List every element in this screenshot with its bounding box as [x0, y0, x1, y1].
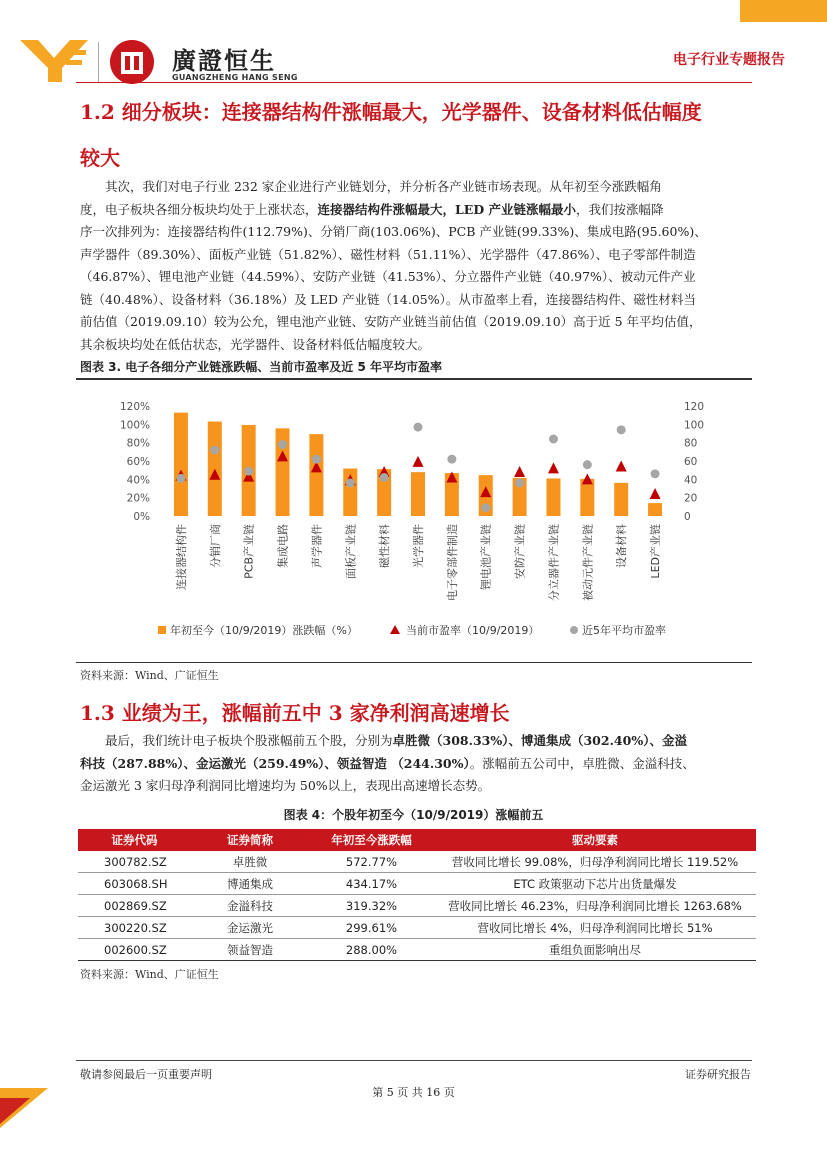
left-tick-label: 120% [119, 401, 150, 413]
change-cell: 434.17% [309, 873, 434, 895]
corner-decoration-icon [0, 1088, 48, 1128]
figure-rule-top [76, 378, 752, 380]
pe-5yr-avg-marker [346, 479, 355, 488]
brand-seal-icon [110, 40, 154, 84]
column-header: 证券简称 [191, 829, 309, 851]
paragraph-line: 金运激光 3 家归母净利润同比增速均为 50%以上，表现出高速增长态势。 [80, 778, 491, 793]
paragraph-line: 科技（287.88%）、金运激光（259.49%）、领益智造 （244.30%）。涨幅前五公司中，卓胜微、金溢科技、 [80, 755, 695, 771]
paragraph-line: 最后，我们统计电子板块个股涨幅前五个股，分别为卓胜微（308.33%）、博通集成（302.40%）、金溢 [80, 733, 687, 748]
pe-current-marker [650, 488, 661, 499]
category-label: 分销厂商 [208, 524, 222, 568]
driver-cell: 营收同比增长 46.23%，归母净利润同比增长 1263.68% [434, 895, 756, 917]
highlight-text: 卓胜微（308.33%）、博通集成（302.40%）、金溢 [392, 733, 687, 748]
pe-5yr-avg-marker [583, 460, 592, 469]
pe-current-marker [616, 461, 627, 472]
paragraph-line: 其次，我们对电子行业 232 家企业进行产业链划分，并分析各产业链市场表现。从年初至今涨跌幅角 [80, 179, 662, 194]
bar [309, 434, 323, 516]
bar [580, 479, 594, 516]
pe-5yr-avg-marker [176, 474, 185, 483]
left-tick-label: 80% [126, 437, 150, 450]
pe-5yr-avg-marker [278, 440, 287, 449]
highlight-text: 连接器结构件涨幅最大，LED 产业链涨幅最小 [317, 201, 577, 217]
stock-code-cell: 603068.SH [78, 873, 191, 895]
right-tick-label: 40 [684, 474, 698, 487]
stock-code-cell: 002600.SZ [78, 939, 191, 961]
footer-report-label: 证券研究报告 [685, 1068, 751, 1081]
brand-name-cn: 廣證恒生 [172, 47, 276, 75]
category-label: 磁性材料 [378, 524, 392, 568]
right-tick-label: 60 [684, 456, 698, 468]
pe-5yr-avg-marker [447, 455, 456, 464]
pe-5yr-avg-marker [617, 425, 626, 434]
change-cell: 288.00% [309, 939, 434, 961]
pe-5yr-avg-marker [244, 467, 253, 476]
column-header: 驱动要素 [434, 829, 756, 851]
pe-5yr-avg-marker [549, 435, 558, 444]
pe-current-marker [548, 462, 559, 473]
category-label: 面板产业链 [344, 524, 358, 579]
section-heading-1-2-cont: 较大 [80, 146, 120, 170]
left-tick-label: 20% [126, 492, 150, 505]
category-label: 锂电池产业链 [479, 524, 493, 590]
left-tick-label: 100% [119, 419, 150, 432]
driver-cell: ETC 政策驱动下芯片出货量爆发 [434, 873, 756, 895]
section-heading-1-2: 1.2 细分板块：连接器结构件涨幅最大，光学器件、设备材料低估幅度 [80, 100, 702, 124]
category-label: 安防产业链 [513, 524, 527, 579]
change-cell: 572.77% [309, 851, 434, 873]
page-number: 第 5 页 共 16 页 [372, 1086, 455, 1099]
paragraph-line: 声学器件（89.30%）、面板产业链（51.82%）、磁性材料（51.11%）、光学器件（47.86%）、电子零部件制造 [80, 246, 696, 262]
right-tick-label: 100 [684, 419, 705, 432]
paragraph-line: 链（40.48%）、设备材料（36.18%）及 LED 产业链（14.05%）。从市盈率上看，连接器结构件、磁性材料当 [80, 291, 696, 307]
pe-current-marker [582, 473, 593, 484]
category-label: 连接器结构件 [174, 524, 188, 590]
section-heading-1-3: 1.3 业绩为王，涨幅前五中 3 家净利润高速增长 [80, 701, 510, 725]
section-1-2-paragraph [80, 176, 752, 356]
logo-divider [98, 42, 99, 82]
legend-bar-label: 年初至今（10/9/2019）涨跌幅（%） [170, 624, 358, 637]
legend-triangle-label: 当前市盈率（10/9/2019） [406, 624, 540, 637]
left-tick-label: 60% [126, 456, 150, 468]
pe-5yr-avg-marker [312, 455, 321, 464]
category-label: 光学器件 [412, 524, 425, 568]
right-tick-label: 80 [684, 437, 698, 450]
category-label: 集成电路 [276, 524, 290, 568]
driver-cell: 重组负面影响出尽 [434, 939, 756, 961]
footer-rule [76, 1060, 752, 1061]
paragraph-line: 序一次排列为：连接器结构件(112.79%)、分销厂商(103.06%)、PCB 产业链(99.33%)、集成电路(95.60%)、 [80, 224, 707, 239]
figure-3-chart [76, 382, 752, 660]
brand-name-en: GUANGZHENG HANG SENG [172, 73, 298, 82]
legend-dot-label: 近5年平均市盈率 [582, 624, 666, 637]
table-row [78, 851, 756, 873]
category-label: 声学器件 [310, 524, 324, 568]
left-tick-label: 0% [133, 511, 150, 523]
category-label: PCB产业链 [242, 524, 256, 579]
table-header-row [78, 829, 756, 851]
table-row [78, 917, 756, 939]
table-4-source: 资料来源：Wind、广证恒生 [80, 968, 219, 981]
pe-current-marker [514, 466, 525, 477]
paragraph-line: 度，电子板块各细分板块均处于上涨状态，连接器结构件涨幅最大，LED 产业链涨幅最小，我们按涨幅降 [80, 201, 664, 217]
paragraph-line: 前估值（2019.09.10）较为公允，锂电池产业链、安防产业链当前估值（2019.09.10）高于近 5 年平均估值， [80, 314, 702, 329]
stock-name-cell: 博通集成 [191, 873, 309, 895]
figure-rule-bottom [76, 662, 752, 663]
legend-dot-swatch [570, 626, 578, 634]
right-tick-label: 0 [684, 511, 691, 523]
report-type: 电子行业专题报告 [673, 52, 785, 68]
column-header: 年初至今涨跌幅 [309, 829, 434, 851]
section-1-3-paragraph [80, 730, 752, 798]
right-tick-label: 120 [684, 401, 705, 413]
driver-cell: 营收同比增长 99.08%，归母净利润同比增长 119.52% [434, 851, 756, 873]
category-label: 设备材料 [615, 524, 629, 568]
figure-3-title: 图表 3. 电子各细分产业链涨跌幅、当前市盈率及近 5 年平均市盈率 [80, 360, 442, 374]
driver-cell: 营收同比增长 4%，归母净利润同比增长 51% [434, 917, 756, 939]
stock-name-cell: 金运激光 [191, 917, 309, 939]
bar [648, 503, 662, 516]
change-cell: 299.61% [309, 917, 434, 939]
highlight-text: 科技（287.88%）、金运激光（259.49%）、领益智造 （244.30%） [80, 755, 470, 771]
stock-name-cell: 金溢科技 [191, 895, 309, 917]
legend-bar-swatch [158, 626, 166, 634]
stock-code-cell: 002869.SZ [78, 895, 191, 917]
pe-5yr-avg-marker [481, 503, 490, 512]
pe-5yr-avg-marker [515, 479, 524, 488]
stock-code-cell: 300782.SZ [78, 851, 191, 873]
top5-stock-table [78, 829, 756, 961]
stock-code-cell: 300220.SZ [78, 917, 191, 939]
brand-logo-icon [20, 40, 88, 82]
bar [614, 483, 628, 516]
column-header: 证券代码 [78, 829, 191, 851]
paragraph-line: 其余板块均处在低估状态，光学器件、设备材料低估幅度较大。 [80, 336, 431, 352]
header-ribbon [740, 0, 827, 22]
header-rule [76, 82, 752, 83]
bar [546, 478, 560, 516]
pe-5yr-avg-marker [651, 469, 660, 478]
category-label: LED产业链 [649, 524, 663, 579]
table-row [78, 895, 756, 917]
category-label: 被动元件产业链 [581, 524, 595, 601]
left-tick-label: 40% [126, 474, 150, 487]
bar [411, 472, 425, 516]
table-4-title: 图表 4：个股年初至今（10/9/2019）涨幅前五 [283, 808, 544, 822]
pe-current-marker [413, 456, 424, 467]
figure-3-source: 资料来源：Wind、广证恒生 [80, 669, 219, 682]
pe-5yr-avg-marker [414, 423, 423, 432]
right-tick-label: 20 [684, 492, 698, 505]
category-label: 电子零部件制造 [445, 524, 459, 601]
stock-name-cell: 卓胜微 [191, 851, 309, 873]
table-row [78, 873, 756, 895]
pe-5yr-avg-marker [210, 446, 219, 455]
paragraph-line: （46.87%）、锂电池产业链（44.59%）、安防产业链（41.53%）、分立器件产业链（40.97%）、被动元件产业 [80, 269, 696, 284]
pe-5yr-avg-marker [380, 473, 389, 482]
table-row [78, 939, 756, 961]
category-label: 分立器件产业链 [547, 524, 561, 601]
legend-triangle-swatch [390, 625, 400, 634]
change-cell: 319.32% [309, 895, 434, 917]
stock-name-cell: 领益智造 [191, 939, 309, 961]
footer-disclaimer: 敬请参阅最后一页重要声明 [80, 1068, 212, 1081]
bar [174, 413, 188, 516]
